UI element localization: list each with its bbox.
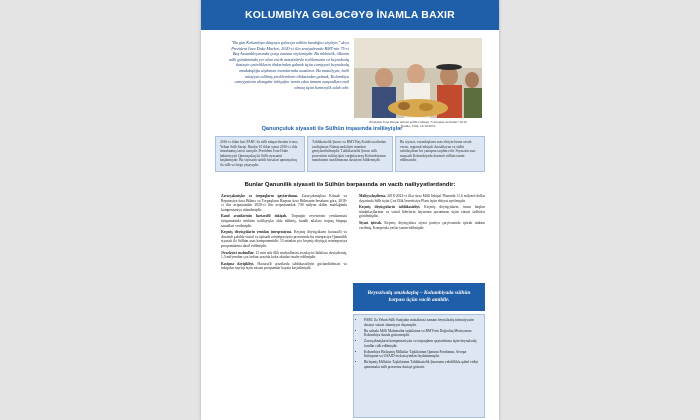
list-item-heading: Zərərçəkmişlər və torpaqların qaytarılması.	[221, 194, 299, 198]
list-item: • Kolumbiya Birləşmiş Millətlər Təşkilatının Qanunu Fondunun, Avropa İttifaqının və USAID-in dəstəyindən faydalanmışdır.	[364, 350, 480, 359]
info-box-3	[395, 136, 485, 172]
list-item: • Birləşmiş Millətlər Təşkilatının Təhlükəsizlik Şurasının yekdilliklə qəbul etdiyi qətnamələr sülh prosesinə dəstəyi göstərir.	[364, 360, 480, 369]
info-box-1	[215, 136, 305, 172]
right-achievement-list	[353, 194, 485, 230]
list-item	[359, 205, 485, 219]
page-title: KOLUMBİYA GƏLƏCƏYƏ İNAMLA BAXIR	[245, 9, 455, 21]
list-item	[221, 214, 347, 228]
list-item	[221, 230, 347, 248]
page-title-banner	[201, 0, 499, 30]
list-item-text: Zərərçəkmişlərə Kömək və Reparasiya üzrə Bölmə və Torpaqların Bərpası üzrə Bölmənin hesabına görə, 2018-ci ilin avqustundan 2020-ci ilin avqustunadək 740 milyon dollar məbləğində kompensasiya ödənilmişdir.	[221, 194, 347, 212]
newsletter-page	[201, 0, 499, 420]
cooperation-list-box	[353, 314, 485, 418]
president-photo	[354, 38, 482, 118]
list-item-text: Hərtərəfli ərazilərdə təhlükəsizliyin gücləndirilməsi və inkişafın təşviqi üçün xüsusi proqramlar həyata keçirilmişdir.	[221, 261, 347, 271]
list-item	[221, 262, 347, 271]
list-item-heading: Keçmiş döyüşçülərin yenidən inteqrasiyası.	[221, 230, 293, 235]
photo-caption-date: Nariño, Villa, 19/10/2019	[400, 124, 436, 129]
list-item-heading: Kəsişmə dəyişikliyi.	[221, 261, 255, 266]
list-item-text: 2018-2022-ci illər üzrə Milli İnkişaf Planında 11,6 milyard dollar dəyərində Sülh üçün Çox İllik İnvestisiya Planı üçün ehtiyat ayrılmışdır.	[359, 194, 485, 203]
list-item-heading: Əvəzləyici məhsullar.	[221, 250, 255, 255]
list-item-text: Keçmiş döyüşçülərin, insan haqları müdafiəçilərinin və sosial liderlərin həyatının qorunması üçün xüsusi tədbirlər görülmüşdür.	[359, 205, 485, 219]
intro-quote	[227, 40, 349, 90]
list-item-text: Keçmiş döyüşçülərə siyasi partiya çərçivəsində iştirak imkanı verilmiş, Konqresdə yerlər təmin edilmişdir.	[359, 220, 485, 230]
cooperation-list	[358, 318, 480, 369]
callout-text: Beynəlxalq əməkdaşlıq – Kolumbiyada sülhün bərpası üçün vacib amildir.	[367, 290, 471, 303]
photo-caption-text: Prezident İvan Duque dairəsi tədbiri zamanı "Cartajena de Indias" 2019	[369, 120, 467, 124]
list-item-heading: Kənd ərazilərinin hərtərəfli inkişafı.	[221, 214, 288, 219]
achievements-left-column	[215, 194, 347, 416]
list-item: • FARC ilə Yekun Sülh Sazişinin müzakirəsi zamanı beynəlxalq ictimaiyyətin dəstəyi xüsusi əhəmiyyət daşımışdır.	[364, 318, 480, 327]
list-item	[221, 251, 347, 260]
left-achievement-list	[215, 194, 347, 271]
info-box-2	[307, 136, 393, 172]
list-item-text: Torpaqlar reyestrinin yenilənməsi istiqamətində mühüm irəliləyişlər əldə edilmiş, kəndli ailələrə torpaq hüququ sənədləri verilmişdir.	[221, 214, 347, 228]
list-item-text: Keçmiş döyüşçülərin hərtərəfli və davamlı şəkildə sosial və iqtisadi reinteqrasiyası prosesində bu inteqrasiya Qanunilik siyasəti ilə Sülhün əsas komponentidir. 13 mindən çox keçmiş döyüşçü reinteqrasiya proqramlarına daxil edilmişdir.	[221, 230, 347, 248]
achievements-title: Bunlar Qanunilik siyasəti ilə Sülhün bərpasında ən vacib nailiyyətlərdəndir:	[244, 182, 456, 188]
intro-quote-text: "Bu gün Kolumbiya dünyaya gələcəyə nikbin baxdığını söyləyir," deyə Prezident İvan Duke Markes, 2020-ci ilin sentyabrında BMT-nin 75-ci Baş Assambleyasında çıxışı zamanı söyləmişdir. Bu nikbinlik, ölkənin milli gündəmində yer alan vacib məsələlərdə irəliləmənin və beynəlxalq dəstəyin çətinliklərin öhdəsindən gəlmək üçün cəmiyyəti beynəlxalq əməkdaşlığa söykənən inamlarında əsaslanır. Bu məsuliyyət, həlli müəyyən edilmiş problemlərin öhdəsindən gəlmək, Kolumbiya cəmiyyətinin ahəngdar inkişafını təmin edən ümumi məqsədlərə nail olmaq üçün həmrəylik tələb edir.	[228, 40, 349, 90]
info-box-2-text: Təhlükəsizlik Şurası və BMT Baş Katibi tərəfindən təsdiqlənən Nümayəndəliyin mandatı genişləndirilmişdir. Təhlükəsizlik Şurası sülh prosesinin irəliləyişini vurğulayaraq Kolumbiyanın mandatının uzadılmasına dəstəyini bildirmişdir.	[312, 140, 386, 163]
list-item-heading: Siyasi iştirak.	[359, 220, 382, 225]
section-title: Qanunçuluk siyasəti ilə Sülhün inşasında irəliləyişlər	[261, 126, 403, 132]
photo-illustration	[354, 38, 482, 118]
list-item	[221, 194, 347, 212]
info-box-1-text: 2016-cı ildən bəri FARC ilə sülh müqaviləsinin icrası; Yekun Sülh Sazişi. Bunlar 10 ildən sonra 2016-cı ildə imzalanmış tarixi sazişdir. Prezident İvan Duke hakimiyyəti Qanunçuluq ilə Sülh siyasətini başlatmışdır. Bu siyasətin tərkib hissələri qanunçuluq ilə sülh və birgə yaşayışdır.	[220, 140, 298, 167]
list-item-text: 13 min ailə illik məhsullarını əvəzləyici bitkilərə dəyişdirmiş, 1,3 milyondan çox hektar ərazidə koka əkinləri məhv edilmişdir.	[221, 250, 347, 260]
list-item	[359, 221, 485, 230]
list-item: • Bu sahədə Milli Məlumatlar təşkilatına və BMT-nin Doğruluq Missiyasına Kolumbiya dəstək göstərmişdir.	[364, 329, 480, 338]
achievements-right-column	[353, 194, 485, 280]
info-box-3-text: Bu siyasət, vətəndaşların əsas ehtiyaclarına cavab verən, regional inkişafı dəstəkləyən və sülhü sabitləşdirən bir yanaşma təqdim edir. Siyasətin əsas məqsədi Kolumbiyada davamlı sülhün təmin edilməsidir.	[400, 140, 476, 163]
list-item	[359, 194, 485, 203]
list-item-heading: Maliyyələşdirmə.	[359, 194, 387, 198]
list-item-heading: Keçmiş döyüşçülərin təhlükəsizliyi.	[359, 205, 421, 210]
cooperation-callout	[353, 283, 485, 311]
list-item: • Zərərçəkmişlərin kompensasiyası və torpaqların qaytarılması üçün beynəlxalq fondlar cəlb edilmişdir.	[364, 339, 480, 348]
